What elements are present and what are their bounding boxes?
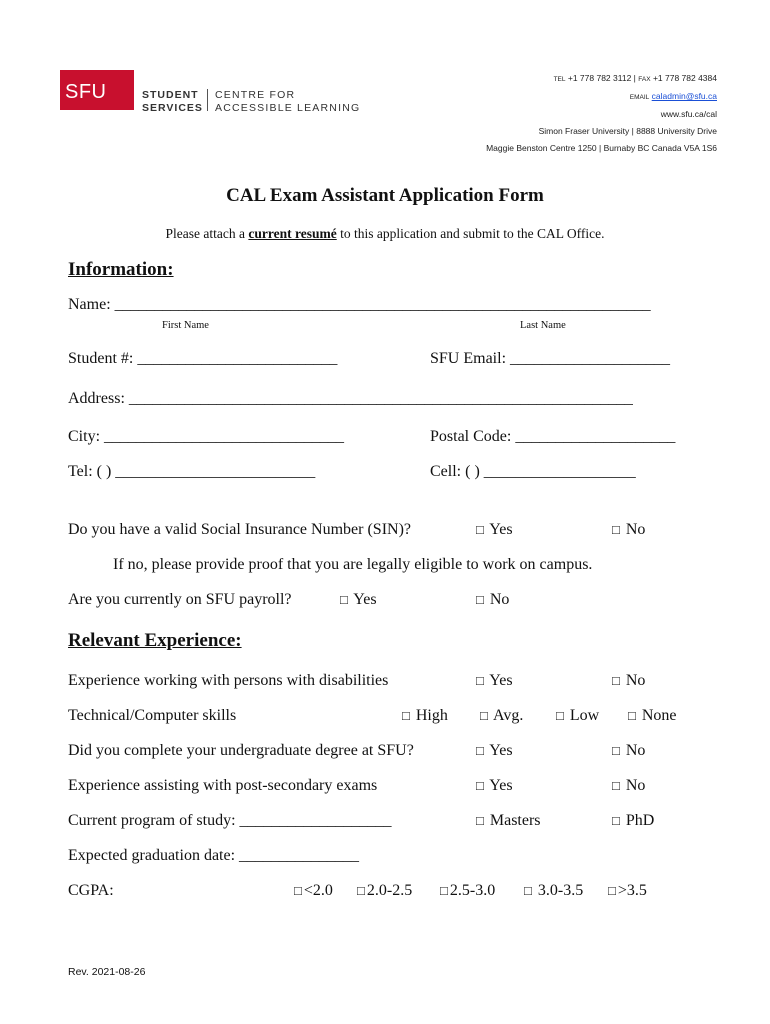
contact-phone-line: TEL +1 778 782 3112 | FAX +1 778 782 4384 (553, 73, 717, 83)
checkbox-icon: □ (556, 708, 564, 723)
tech-skills-question: Technical/Computer skills (68, 707, 237, 724)
checkbox-icon: □ (476, 813, 484, 828)
tech-none-checkbox[interactable]: □ None (628, 707, 677, 724)
sfu-email-field[interactable]: SFU Email: ____________________ (430, 350, 671, 367)
sin-note: If no, please provide proof that you are legally eligible to work on campus. (113, 556, 593, 573)
masters-checkbox[interactable]: □ Masters (476, 812, 541, 829)
tech-avg-checkbox[interactable]: □ Avg. (480, 707, 524, 724)
student-services-label: STUDENT SERVICES (142, 89, 203, 114)
checkbox-icon: □ (612, 673, 620, 688)
sfu-logo-mark: SFU (65, 81, 107, 103)
checkbox-icon: □ (612, 778, 620, 793)
tel-field[interactable]: Tel: ( ) _________________________ (68, 463, 316, 480)
program-field[interactable]: Current program of study: ___________________ (68, 812, 392, 829)
cell-field[interactable]: Cell: ( ) ___________________ (430, 463, 636, 480)
checkbox-icon: □ (476, 743, 484, 758)
payroll-yes-checkbox[interactable]: □ Yes (340, 591, 377, 608)
checkbox-icon: □ (476, 673, 484, 688)
checkbox-icon: □ (612, 813, 620, 828)
first-name-caption: First Name (162, 320, 209, 331)
checkbox-icon: □ (402, 708, 410, 723)
tech-high-checkbox[interactable]: □ High (402, 707, 448, 724)
postal-code-field[interactable]: Postal Code: ____________________ (430, 428, 676, 445)
contact-address-2: Maggie Benston Centre 1250 | Burnaby BC Canada V5A 1S6 (486, 143, 717, 153)
contact-email-line: EMAIL caladmin@sfu.ca (629, 91, 717, 101)
centre-label: CENTRE FOR ACCESSIBLE LEARNING (215, 89, 361, 114)
exams-question: Experience assisting with post-secondary exams (68, 777, 378, 794)
sin-question: Do you have a valid Social Insurance Number (SIN)? (68, 521, 411, 538)
phd-checkbox[interactable]: □ PhD (612, 812, 655, 829)
checkbox-icon: □ (357, 883, 365, 898)
checkbox-icon: □ (628, 708, 636, 723)
checkbox-icon: □ (476, 592, 484, 607)
graduation-date-field[interactable]: Expected graduation date: _______________ (68, 847, 360, 864)
cgpa-over-35-checkbox[interactable]: □ >3.5 (608, 882, 647, 899)
cgpa-under-2-checkbox[interactable]: □ <2.0 (294, 882, 333, 899)
sin-no-checkbox[interactable]: □ No (612, 521, 646, 538)
checkbox-icon: □ (612, 522, 620, 537)
form-instructions: Please attach a current resumé to this application and submit to the CAL Office. (165, 226, 605, 241)
exams-no-checkbox[interactable]: □ No (612, 777, 646, 794)
address-field[interactable]: Address: _______________________________________________________________ (68, 390, 633, 407)
checkbox-icon: □ (476, 778, 484, 793)
disabilities-question: Experience working with persons with disabilities (68, 672, 389, 689)
contact-address-1: Simon Fraser University | 8888 University Drive (538, 126, 717, 136)
form-title: CAL Exam Assistant Application Form (226, 185, 544, 206)
student-number-field[interactable]: Student #: _________________________ (68, 350, 338, 367)
logo-divider (207, 89, 208, 111)
sin-yes-checkbox[interactable]: □ Yes (476, 521, 513, 538)
checkbox-icon: □ (608, 883, 616, 898)
checkbox-icon: □ (524, 883, 532, 898)
checkbox-icon: □ (476, 522, 484, 537)
checkbox-icon: □ (294, 883, 302, 898)
checkbox-icon: □ (612, 743, 620, 758)
city-field[interactable]: City: ______________________________ (68, 428, 345, 445)
email-link[interactable]: caladmin@sfu.ca (651, 91, 717, 101)
checkbox-icon: □ (440, 883, 448, 898)
cgpa-25-3-checkbox[interactable]: □ 2.5-3.0 (440, 882, 496, 899)
cgpa-2-25-checkbox[interactable]: □ 2.0-2.5 (357, 882, 413, 899)
information-heading: Information: (68, 259, 174, 280)
checkbox-icon: □ (340, 592, 348, 607)
name-field[interactable]: Name: ___________________________________________________________________ (68, 296, 651, 313)
degree-question: Did you complete your undergraduate degree at SFU? (68, 742, 414, 759)
contact-block (486, 70, 717, 157)
exams-yes-checkbox[interactable]: □ Yes (476, 777, 513, 794)
degree-yes-checkbox[interactable]: □ Yes (476, 742, 513, 759)
payroll-no-checkbox[interactable]: □ No (476, 591, 510, 608)
cgpa-label: CGPA: (68, 882, 114, 899)
cgpa-3-35-checkbox[interactable]: □ 3.0-3.5 (524, 882, 584, 899)
tech-low-checkbox[interactable]: □ Low (556, 707, 600, 724)
degree-no-checkbox[interactable]: □ No (612, 742, 646, 759)
revision-label: Rev. 2021-08-26 (68, 966, 146, 978)
disabilities-yes-checkbox[interactable]: □ Yes (476, 672, 513, 689)
contact-web: www.sfu.ca/cal (660, 109, 717, 119)
disabilities-no-checkbox[interactable]: □ No (612, 672, 646, 689)
experience-heading: Relevant Experience: (68, 630, 242, 651)
payroll-question: Are you currently on SFU payroll? (68, 591, 292, 608)
last-name-caption: Last Name (520, 320, 566, 331)
checkbox-icon: □ (480, 708, 488, 723)
